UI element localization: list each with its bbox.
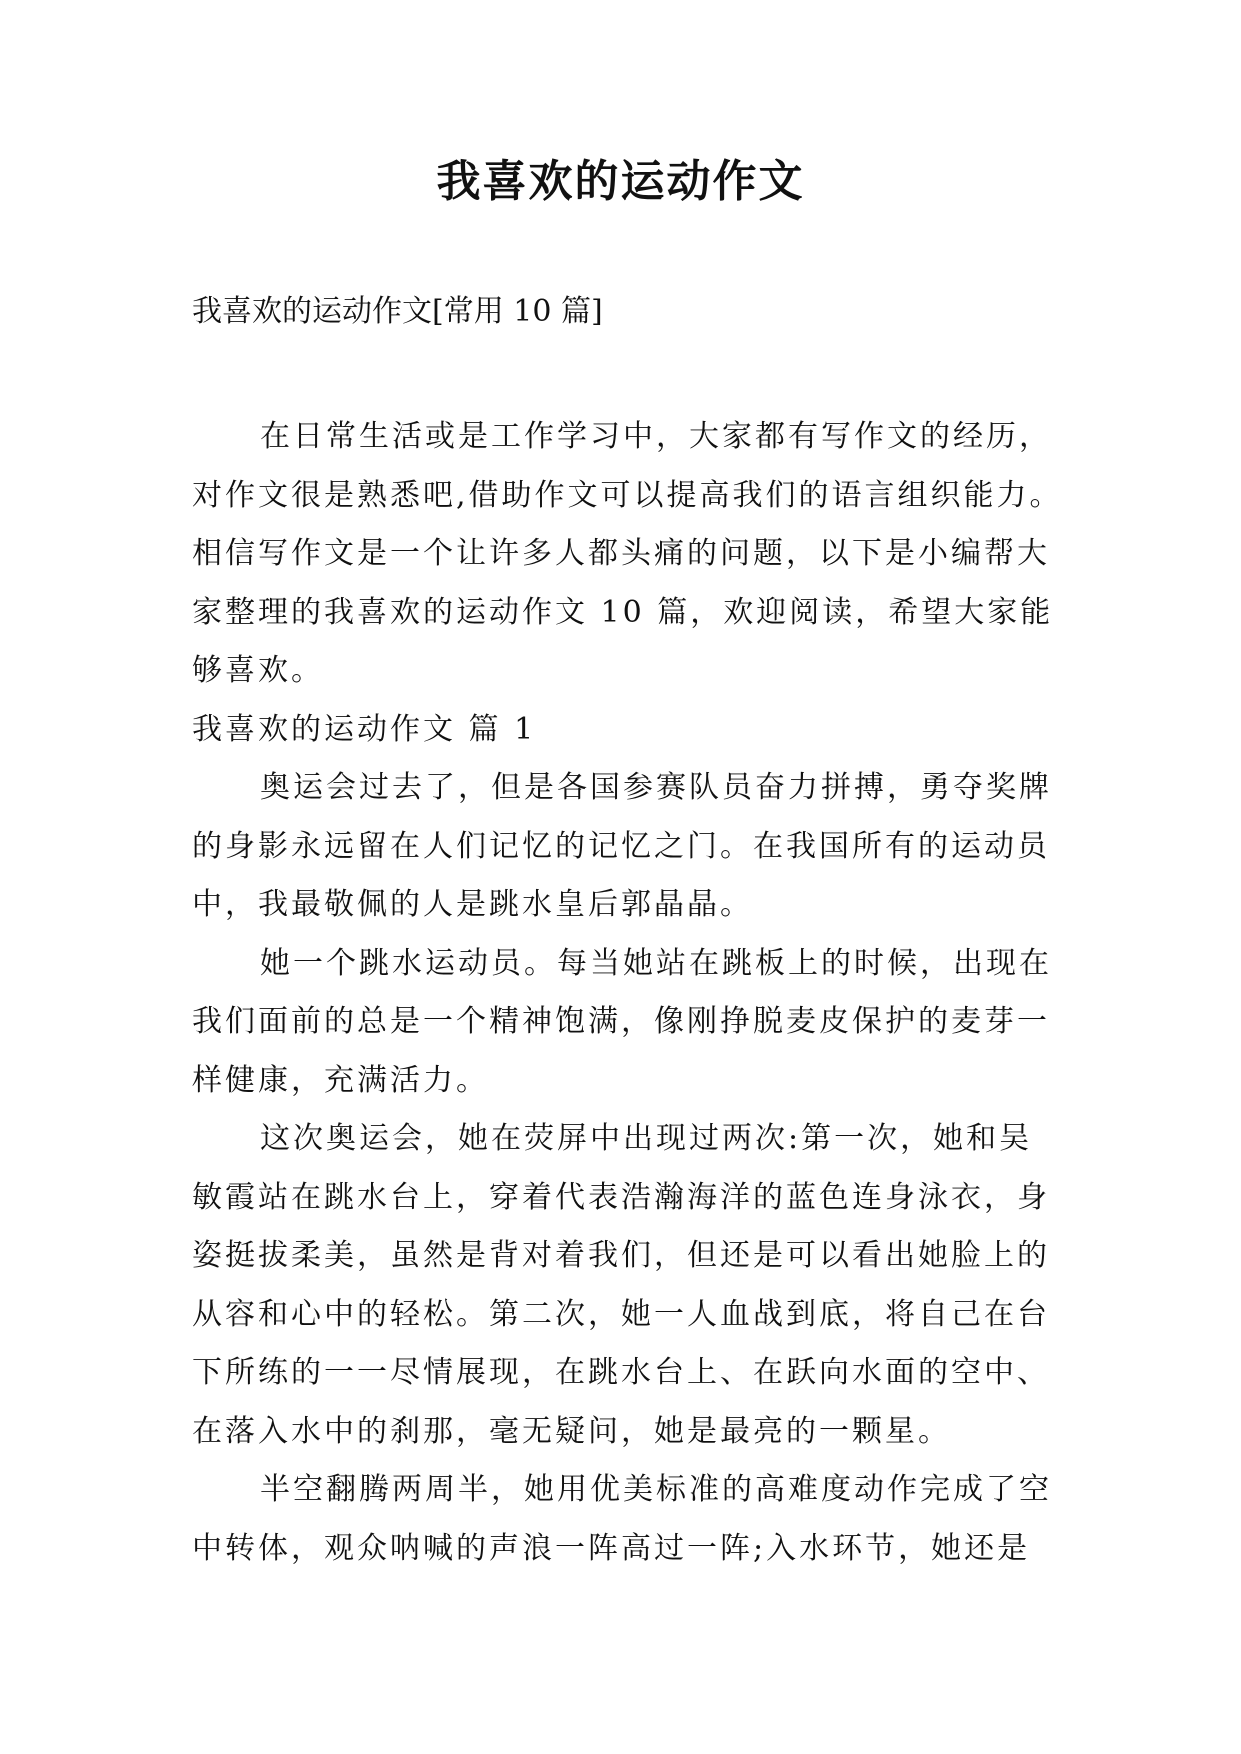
text-line: 对作文很是熟悉吧,借助作文可以提高我们的语言组织能力。 xyxy=(192,477,1063,513)
text-line: 样健康，充满活力。 xyxy=(192,1062,489,1098)
document-title: 我喜欢的运动作文 xyxy=(436,156,805,207)
document-body xyxy=(192,408,1072,1578)
text-line: 奥运会过去了，但是各国参赛队员奋力拼搏，勇夺奖牌 xyxy=(260,770,1052,805)
text-line: 敏霞站在跳水台上，穿着代表浩瀚海洋的蓝色连身泳衣，身 xyxy=(192,1179,1050,1215)
text-line: 从容和心中的轻松。第二次，她一人血战到底，将自己在台 xyxy=(192,1296,1050,1332)
text-line: 相信写作文是一个让许多人都头痛的问题，以下是小编帮大 xyxy=(192,536,1050,571)
text-line: 我喜欢的运动作文 篇 1 xyxy=(192,711,537,747)
text-line: 她一个跳水运动员。每当她站在跳板上的时候，出现在 xyxy=(260,945,1052,981)
text-line: 姿挺拔柔美，虽然是背对着我们，但还是可以看出她脸上的 xyxy=(192,1238,1050,1273)
text-line: 在日常生活或是工作学习中，大家都有写作文的经历， xyxy=(260,419,1052,454)
text-line: 这次奥运会，她在荧屏中出现过两次:第一次，她和吴 xyxy=(260,1121,1033,1156)
text-line: 够喜欢。 xyxy=(192,653,324,688)
text-line: 的身影永远留在人们记忆的记忆之门。在我国所有的运动员 xyxy=(192,828,1050,864)
text-line: 中，我最敬佩的人是跳水皇后郭晶晶。 xyxy=(192,887,753,922)
text-line: 我们面前的总是一个精神饱满，像刚挣脱麦皮保护的麦芽一 xyxy=(192,1004,1050,1039)
text-line: 半空翻腾两周半，她用优美标准的高难度动作完成了空 xyxy=(260,1472,1052,1507)
text-line: 在落入水中的刹那，毫无疑问，她是最亮的一颗星。 xyxy=(192,1413,951,1449)
document-subtitle: 我喜欢的运动作文[常用 10 篇] xyxy=(192,294,603,329)
text-line: 下所练的一一尽情展现，在跳水台上、在跃向水面的空中、 xyxy=(192,1355,1050,1390)
text-line: 家整理的我喜欢的运动作文 10 篇，欢迎阅读，希望大家能 xyxy=(192,594,1054,630)
text-line: 中转体，观众呐喊的声浪一阵高过一阵;入水环节，她还是 xyxy=(192,1530,1031,1566)
